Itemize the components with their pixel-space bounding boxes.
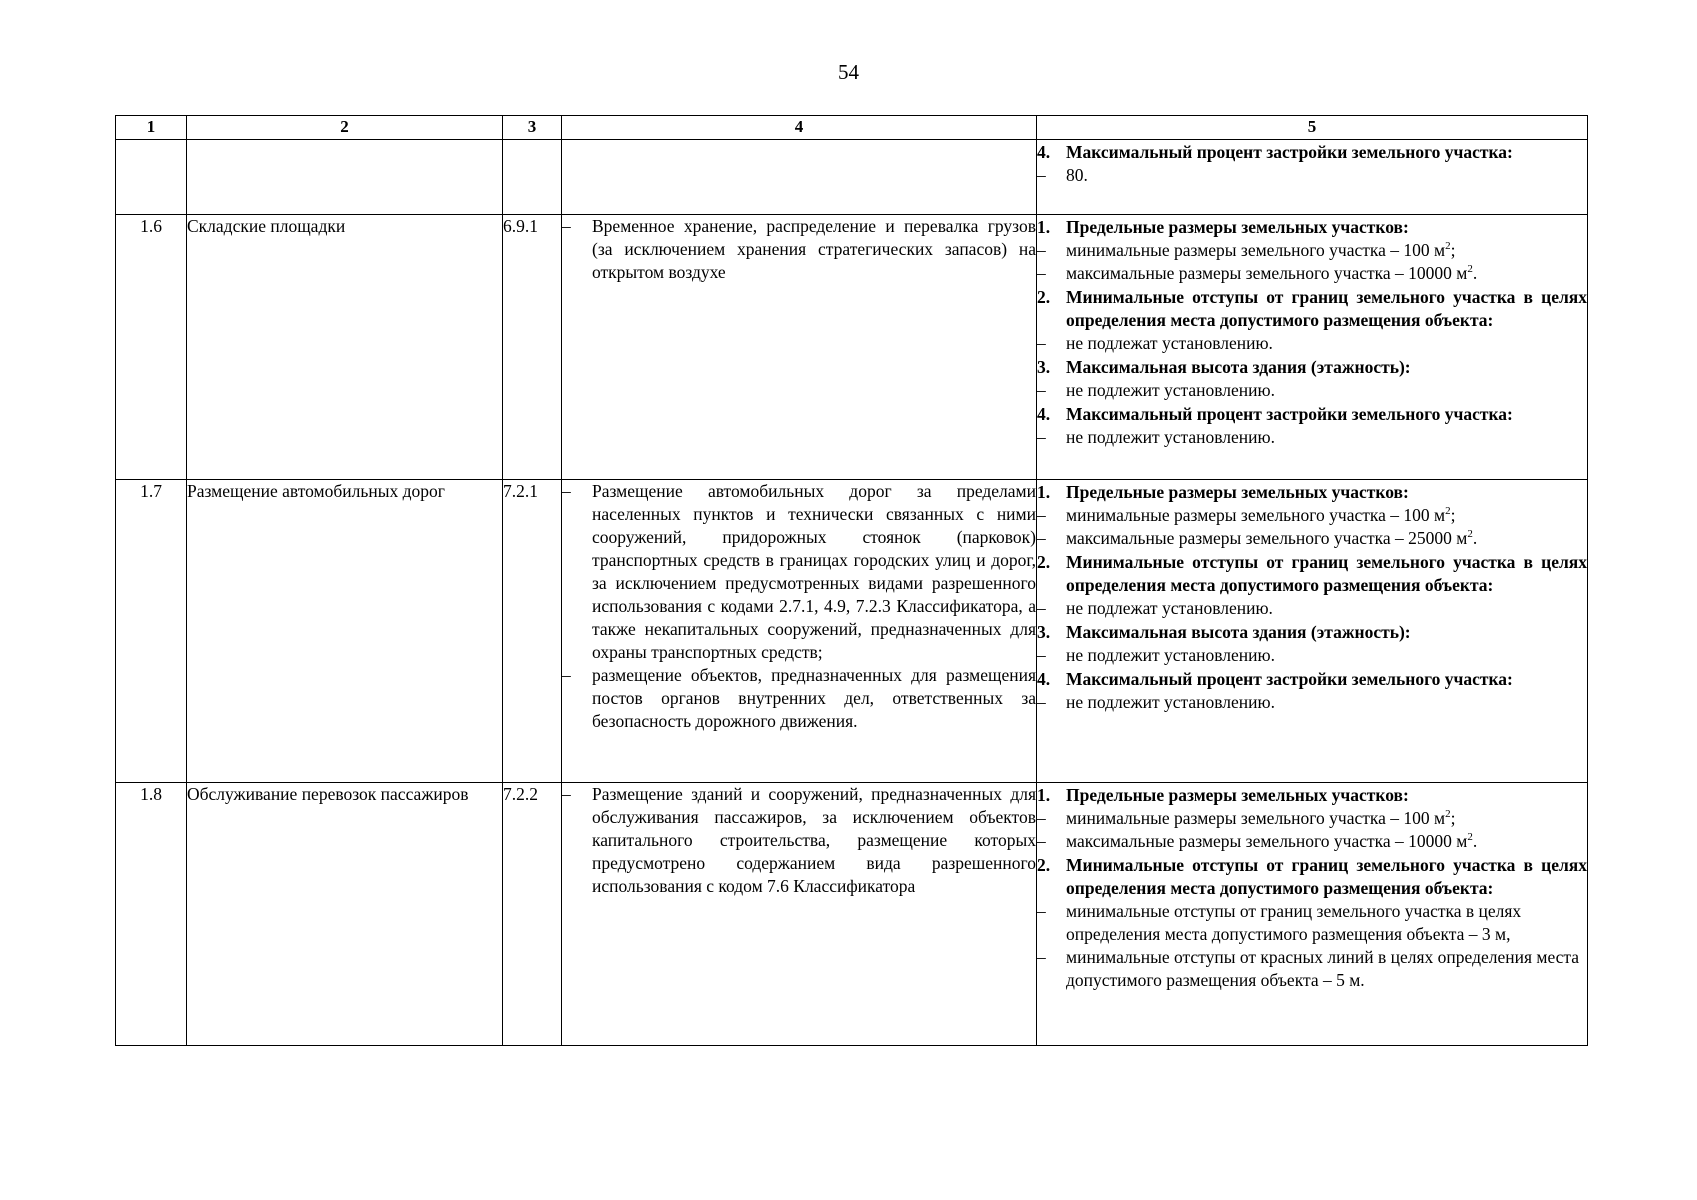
- column-header-3: 3: [503, 116, 562, 140]
- param-value-text: не подлежит установлению.: [1066, 380, 1275, 400]
- dash-bullet: –: [1037, 240, 1046, 260]
- param-item: [1037, 644, 1587, 667]
- dash-bullet: –: [1037, 598, 1046, 618]
- param-heading: [1037, 141, 1587, 164]
- param-value: 80.: [1066, 165, 1088, 185]
- param-heading: [1037, 551, 1587, 597]
- use-code-cell: 7.2.2: [503, 783, 562, 1046]
- superscript: 2: [1445, 808, 1451, 820]
- param-value-tail: .: [1472, 831, 1478, 851]
- row-number-cell: 1.6: [116, 215, 187, 480]
- params-cell: [1037, 140, 1588, 215]
- param-number: 3.: [1037, 622, 1051, 642]
- table-row: [116, 480, 1588, 783]
- superscript: 2: [1445, 505, 1451, 517]
- dash-bullet: –: [1037, 380, 1046, 400]
- param-item: [1037, 239, 1587, 262]
- param-value-text: не подлежит установлению.: [1066, 427, 1275, 447]
- superscript: 2: [1467, 528, 1473, 540]
- param-value-tail: ;: [1450, 240, 1456, 260]
- dash-bullet: –: [1037, 505, 1046, 525]
- param-title: Минимальные отступы от границ земельного участка в целях определения места допустимого размещения объекта:: [1066, 855, 1587, 898]
- column-header-1: 1: [116, 116, 187, 140]
- params-cell: [1037, 783, 1588, 1046]
- description-item: [562, 215, 1036, 284]
- column-header-2: 2: [187, 116, 503, 140]
- param-value-text: максимальные размеры земельного участка – 25000 м: [1066, 528, 1468, 548]
- description-text: Временное хранение, распределение и перевалка грузов (за исключением хранения стратегических запасов) на открытом воздухе: [592, 216, 1036, 282]
- dash-bullet: –: [1037, 333, 1046, 353]
- description-item: [562, 480, 1036, 664]
- dash-bullet: –: [1037, 692, 1046, 712]
- param-number: 1.: [1037, 217, 1051, 237]
- param-heading: [1037, 668, 1587, 691]
- param-title: Максимальная высота здания (этажность):: [1066, 357, 1411, 377]
- dash-bullet: –: [562, 665, 571, 685]
- param-value: [1066, 644, 1587, 667]
- param-heading: [1037, 854, 1587, 900]
- param-number: 2.: [1037, 552, 1051, 572]
- params-cell: [1037, 215, 1588, 480]
- param-value: [1066, 379, 1587, 402]
- param-title: Максимальный процент застройки земельного участка:: [1066, 404, 1513, 424]
- column-header-5: 5: [1037, 116, 1588, 140]
- page-number: 54: [838, 60, 859, 84]
- description-text: размещение объектов, предназначенных для размещения постов органов внутренних дел, ответственных за безопасность дорожного движения.: [592, 665, 1036, 731]
- param-item: [1037, 164, 1587, 187]
- param-item: [1037, 527, 1587, 550]
- params-cell: [1037, 480, 1588, 783]
- dash-bullet: –: [562, 481, 571, 501]
- param-title: Минимальные отступы от границ земельного участка в целях определения места допустимого размещения объекта:: [1066, 552, 1587, 595]
- param-value-text: не подлежит установлению.: [1066, 645, 1275, 665]
- param-item: [1037, 691, 1587, 714]
- param-value-text: минимальные отступы от красных линий в целях определения места допустимого размещения объекта – 5 м.: [1066, 947, 1580, 990]
- param-value: [1066, 239, 1587, 262]
- description-item: [562, 783, 1036, 898]
- description-cell: [562, 480, 1037, 783]
- dash-bullet: –: [1037, 528, 1046, 548]
- dash-bullet: –: [1037, 808, 1046, 828]
- continuation-row: [116, 140, 1588, 215]
- param-title: Максимальный процент застройки земельного участка:: [1066, 669, 1513, 689]
- param-value: [1066, 527, 1587, 550]
- dash-bullet: –: [1037, 901, 1046, 921]
- dash-bullet: –: [1037, 427, 1046, 447]
- description-item: [562, 664, 1036, 733]
- param-heading: [1037, 356, 1587, 379]
- description-cell: [562, 783, 1037, 1046]
- param-item: [1037, 946, 1587, 992]
- param-value: [1066, 946, 1587, 992]
- param-item: [1037, 379, 1587, 402]
- use-name-cell: Обслуживание перевозок пассажиров: [187, 783, 503, 1046]
- param-number: 2.: [1037, 287, 1051, 307]
- param-heading: [1037, 216, 1587, 239]
- description-text: Размещение автомобильных дорог за пределами населенных пунктов и технически связанных с ними сооружений, придорожных стоянок (парковок) транспортных средств в границах городских улиц и дорог, за исключением предусмотренных видами разрешенного использования с кодами 2.7.1, 4.9, 7.2.3 Классификатора, а также некапитальных сооружений, предназначенных для охраны транспортных средств;: [592, 481, 1036, 662]
- param-value-text: минимальные отступы от границ земельного участка в целях определения места допустимого размещения объекта – 3 м,: [1066, 901, 1522, 944]
- superscript: 2: [1445, 240, 1451, 252]
- param-item: [1037, 900, 1587, 946]
- superscript: 2: [1467, 263, 1473, 275]
- use-code-cell: 6.9.1: [503, 215, 562, 480]
- param-value-text: минимальные размеры земельного участка – 100 м: [1066, 240, 1446, 260]
- param-value-text: не подлежат установлению.: [1066, 598, 1273, 618]
- param-number: 1.: [1037, 482, 1051, 502]
- dash-bullet: –: [1037, 947, 1046, 967]
- column-header-4: 4: [562, 116, 1037, 140]
- cell-empty: [116, 140, 187, 215]
- param-title: Минимальные отступы от границ земельного участка в целях определения места допустимого размещения объекта:: [1066, 287, 1587, 330]
- table-row: [116, 783, 1588, 1046]
- description-cell: [562, 215, 1037, 480]
- param-heading: [1037, 403, 1587, 426]
- param-item: [1037, 262, 1587, 285]
- param-heading: [1037, 481, 1587, 504]
- param-item: [1037, 504, 1587, 527]
- use-name-cell: Складские площадки: [187, 215, 503, 480]
- dash-bullet: –: [562, 216, 571, 236]
- param-value: [1066, 597, 1587, 620]
- param-heading: [1037, 784, 1587, 807]
- param-title: Предельные размеры земельных участков:: [1066, 785, 1409, 805]
- dash-bullet: –: [562, 784, 571, 804]
- param-value-tail: ;: [1450, 505, 1456, 525]
- param-heading: [1037, 621, 1587, 644]
- param-value: [1066, 262, 1587, 285]
- param-item: [1037, 426, 1587, 449]
- land-use-table: [115, 115, 1588, 1046]
- description-text: Размещение зданий и сооружений, предназначенных для обслуживания пассажиров, за исключением объектов капитального строительства, размещение которых предусмотрено содержанием вида разрешенного использования с кодом 7.6 Классификатора: [592, 784, 1036, 896]
- param-value: [1066, 332, 1587, 355]
- row-number-cell: 1.8: [116, 783, 187, 1046]
- param-value-text: максимальные размеры земельного участка – 10000 м: [1066, 263, 1468, 283]
- cell-empty: [562, 140, 1037, 215]
- param-item: [1037, 597, 1587, 620]
- param-value: [1066, 691, 1587, 714]
- param-number: 2.: [1037, 855, 1051, 875]
- param-value: [1066, 900, 1587, 946]
- superscript: 2: [1467, 831, 1473, 843]
- row-number-cell: 1.7: [116, 480, 187, 783]
- cell-empty: [503, 140, 562, 215]
- param-number: 4.: [1037, 142, 1051, 162]
- use-name-cell: Размещение автомобильных дорог: [187, 480, 503, 783]
- param-number: 4.: [1037, 669, 1051, 689]
- dash-bullet: –: [1037, 645, 1046, 665]
- param-heading: [1037, 286, 1587, 332]
- param-value-text: минимальные размеры земельного участка – 100 м: [1066, 505, 1446, 525]
- param-value: [1066, 426, 1587, 449]
- param-title: Предельные размеры земельных участков:: [1066, 482, 1409, 502]
- dash-bullet: –: [1037, 165, 1046, 185]
- param-item: [1037, 830, 1587, 853]
- param-value-text: минимальные размеры земельного участка – 100 м: [1066, 808, 1446, 828]
- column-number-row: [116, 116, 1588, 140]
- param-title: Предельные размеры земельных участков:: [1066, 217, 1409, 237]
- param-value: [1066, 807, 1587, 830]
- param-value-text: максимальные размеры земельного участка – 10000 м: [1066, 831, 1468, 851]
- param-item: [1037, 807, 1587, 830]
- cell-empty: [187, 140, 503, 215]
- param-number: 4.: [1037, 404, 1051, 424]
- param-value-tail: .: [1472, 263, 1478, 283]
- use-code-cell: 7.2.1: [503, 480, 562, 783]
- param-value: [1066, 830, 1587, 853]
- dash-bullet: –: [1037, 263, 1046, 283]
- param-value-tail: ;: [1450, 808, 1456, 828]
- dash-bullet: –: [1037, 831, 1046, 851]
- param-number: 3.: [1037, 357, 1051, 377]
- param-number: 1.: [1037, 785, 1051, 805]
- param-title: Максимальная высота здания (этажность):: [1066, 622, 1411, 642]
- param-value-text: не подлежит установлению.: [1066, 692, 1275, 712]
- param-title: Максимальный процент застройки земельного участка:: [1066, 142, 1513, 162]
- param-value: [1066, 504, 1587, 527]
- param-value-tail: .: [1472, 528, 1478, 548]
- param-item: [1037, 332, 1587, 355]
- param-value-text: не подлежат установлению.: [1066, 333, 1273, 353]
- table-row: [116, 215, 1588, 480]
